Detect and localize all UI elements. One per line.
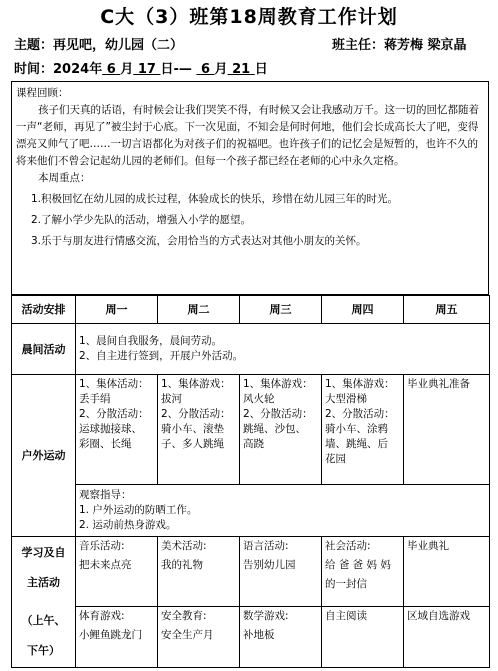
study-mon-am: 音乐活动: 把未来点亮 [76, 537, 158, 607]
study-tue-pm: 安全教育: 安全生产月 [158, 607, 240, 668]
study-fri-am: 毕业典礼 [404, 537, 490, 607]
review-heading: 课程回顾： [16, 87, 69, 99]
outdoor-fri: 毕业典礼准备 [404, 375, 490, 485]
morning-row [12, 324, 490, 375]
theme-line [14, 34, 183, 53]
end-month: 6 [200, 62, 210, 77]
year: 2024年 [53, 62, 103, 77]
study-thu-am: 社会活动: 给 爸 爸 妈 妈 的一封信 [322, 537, 404, 607]
schedule-header-row [12, 296, 490, 324]
end-day: 21 [232, 62, 251, 77]
day-unit-1: 日-— [160, 62, 197, 77]
study-wed-am: 语言活动: 告别幼儿园 [240, 537, 322, 607]
time-line [14, 58, 268, 77]
teacher-line [332, 34, 467, 53]
study-row-1 [12, 537, 490, 607]
theme-label: 主题： [14, 38, 54, 53]
focus-item: 1.积极回忆在幼儿园的成长过程，体验成长的快乐，珍惜在幼儿园三年的时光。 [31, 193, 399, 205]
start-day: 17 [137, 62, 156, 77]
outdoor-observation-row [12, 485, 490, 537]
page-title: C大（3）班第18周教育工作计划 [100, 6, 398, 28]
focus-heading: 本周重点： [38, 172, 91, 184]
morning-label: 晨间活动 [12, 324, 76, 375]
day-header: 周五 [404, 296, 490, 324]
outdoor-mon: 1、集体活动： 丢手绢 2、分散活动： 运球抛接球、 彩圈、长绳 [76, 375, 158, 485]
study-wed-pm: 数学游戏: 补地板 [240, 607, 322, 668]
study-thu-pm: 自主阅读 [322, 607, 404, 668]
observation-item: 1. 户外运动的防晒工作。 [79, 504, 198, 516]
observation-item: 2. 运动前热身游戏。 [79, 519, 177, 531]
day-header: 周一 [76, 296, 158, 324]
start-month: 6 [106, 62, 116, 77]
study-tue-am: 美术活动: 我的礼物 [158, 537, 240, 607]
month-unit-1: 月 [120, 62, 134, 77]
morning-item: 2、自主进行签到，开展户外活动。 [79, 350, 244, 362]
observation-guidance [76, 485, 490, 537]
observation-heading: 观察指导： [79, 489, 132, 501]
day-unit-2: 日 [254, 62, 268, 77]
day-header: 周三 [240, 296, 322, 324]
morning-item: 1、晨间自我服务，晨间劳动。 [79, 335, 223, 347]
outdoor-label: 户外运动 [12, 375, 76, 537]
study-fri-pm: 区域自选游戏 [404, 607, 490, 668]
outdoor-row [12, 375, 490, 485]
study-label: 学习及自 主活动 （上午、 下午） [12, 537, 76, 668]
time-label: 时间： [14, 62, 54, 77]
day-header: 周四 [322, 296, 404, 324]
theme-value: 再见吧，幼儿园（二） [53, 38, 184, 53]
month-unit-2: 月 [214, 62, 228, 77]
course-review-box [11, 81, 489, 295]
outdoor-tue: 1、集体游戏： 拔河 2、分散活动： 骑小车、滚垫 子、多人跳绳 [158, 375, 240, 485]
morning-activities [76, 324, 490, 375]
outdoor-wed: 1、集体游戏： 风火轮 2、分散活动： 跳绳、沙包、 高跷 [240, 375, 322, 485]
focus-item: 3.乐于与朋友进行情感交流，会用恰当的方式表达对其他小朋友的关怀。 [31, 235, 367, 247]
focus-item: 2.了解小学少先队的活动，增强入小学的愿望。 [31, 214, 252, 226]
day-header: 周二 [158, 296, 240, 324]
corner-cell: 活动安排 [12, 296, 76, 324]
study-mon-pm: 体育游戏: 小鲤鱼跳龙门 [76, 607, 158, 668]
schedule-table [11, 295, 490, 668]
teacher-names: 蒋芳梅 梁京晶 [384, 38, 467, 53]
teacher-label: 班主任： [332, 38, 385, 53]
review-paragraph: 孩子们天真的话语，有时候会让我们哭笑不得，有时候又会让我感动万千。这一切的回忆都随着一声“老师，再见了”被尘封于心底。下一次见面，不知会是何时何地，他们会长成高长大了吧，变得漂亮又帅气了吧……一切言语都化为对孩子们的祝福吧。也许孩子们的记忆会是短暂的，也许不久的将来他们不曾会记起幼儿园的老师们。但每一个孩子都已经在老师的心中永久定格。 [16, 104, 479, 167]
study-row-2 [12, 607, 490, 668]
outdoor-thu: 1、集体游戏： 大型滑梯 2、分散活动： 骑小车、涂鸦 墙、跳绳、后 花园 [322, 375, 404, 485]
